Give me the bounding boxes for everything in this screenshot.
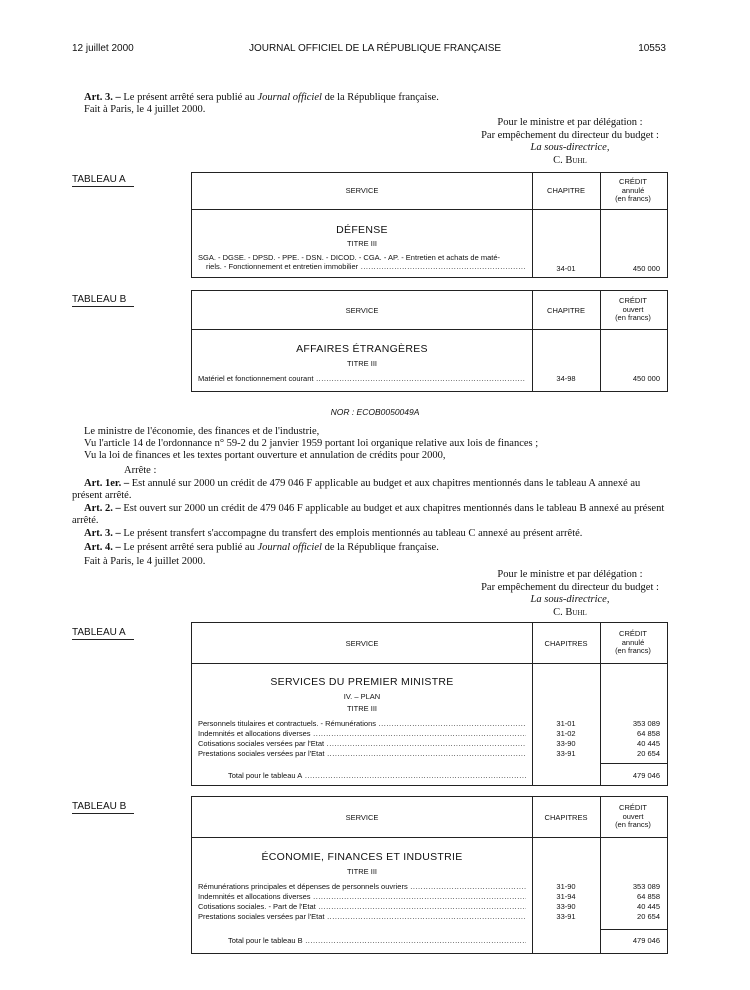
article-label: Art. 1er. – bbox=[84, 478, 130, 489]
table-cell-chapitre: 31-90 bbox=[556, 882, 576, 891]
section-subtitle: TITRE III bbox=[347, 239, 377, 248]
signature-block bbox=[470, 569, 670, 619]
article-label: Art. 3. – bbox=[84, 528, 121, 539]
section-subtitle: TITRE III bbox=[347, 704, 377, 713]
section-title: SERVICES DU PREMIER MINISTRE bbox=[270, 676, 454, 688]
column-header: CHAPITRE bbox=[547, 186, 585, 195]
signature-line: Pour le ministre et par délégation : bbox=[497, 117, 643, 128]
table-cell-chapitre: 31-01 bbox=[556, 719, 576, 728]
section-title: ÉCONOMIE, FINANCES ET INDUSTRIE bbox=[261, 851, 463, 863]
article-3-paragraph bbox=[84, 528, 582, 540]
table-cell-chapitre: 34-01 bbox=[556, 264, 576, 273]
table-label: TABLEAU A bbox=[72, 174, 134, 187]
signature-block bbox=[470, 117, 670, 167]
table-row: Cotisations sociales. - Part de l'Etat ..... bbox=[198, 902, 526, 911]
table-cell-amount: 353 089 bbox=[632, 719, 660, 728]
nor-reference: NOR : ECOB0050049A bbox=[330, 407, 420, 417]
preamble-line: Vu l'article 14 de l'ordonnance n° 59-2 du 2 janvier 1959 portant loi organique relative aux lois de finances ; bbox=[84, 438, 539, 449]
signature-date: Fait à Paris, le 4 juillet 2000. bbox=[84, 556, 206, 567]
table-row-label: Matériel et fonctionnement courant ..... bbox=[198, 374, 526, 383]
section-subtitle: TITRE III bbox=[347, 359, 377, 368]
article-label: Art. 4. – bbox=[84, 542, 121, 553]
signature-line: Pour le ministre et par délégation : bbox=[497, 569, 643, 580]
table-row: Prestations sociales versées par l'Etat ..... bbox=[198, 749, 526, 758]
column-header: CHAPITRES bbox=[544, 639, 588, 648]
preamble-line: Vu la loi de finances et les textes portant ouverture et annulation de crédits pour 2000, bbox=[84, 450, 446, 461]
article-text: Le présent transfert s'accompagne du transfert des emplois mentionnés au tableau C annexé au présent arrêté. bbox=[120, 528, 583, 539]
column-header: SERVICE bbox=[345, 306, 379, 315]
table-b-economie-finances bbox=[191, 796, 668, 954]
article-label: Art. 2. – bbox=[84, 503, 121, 514]
section-subtitle: IV. – PLAN bbox=[343, 692, 381, 701]
table-row: Prestations sociales versées par l'Etat ..... bbox=[198, 912, 526, 921]
article-3-paragraph bbox=[84, 92, 439, 104]
table-cell-chapitre: 33-91 bbox=[556, 912, 576, 921]
table-row-label: SGA. - DGSE. - DPSD. - PPE. - DSN. - DICOD. - CGA. - AP. - Entretien et achats de maté- bbox=[198, 253, 501, 262]
table-cell-chapitre: 33-90 bbox=[556, 739, 576, 748]
article-1-paragraph bbox=[72, 478, 666, 502]
table-row: Indemnités et allocations diverses ..... bbox=[198, 892, 526, 901]
signature-date: Fait à Paris, le 4 juillet 2000. bbox=[84, 104, 206, 115]
table-cell-chapitre: 31-94 bbox=[556, 892, 576, 901]
table-row: Cotisations sociales versées par l'Etat ..... bbox=[198, 739, 526, 748]
journal-name: Journal officiel bbox=[257, 92, 322, 103]
table-cell-chapitre: 34-98 bbox=[556, 374, 576, 383]
table-cell-amount: 20 654 bbox=[637, 912, 660, 921]
preamble-line: Le ministre de l'économie, des finances et de l'industrie, bbox=[84, 426, 320, 437]
column-header: SERVICE bbox=[345, 813, 379, 822]
table-cell-chapitre: 31-02 bbox=[556, 729, 576, 738]
article-text: Le présent arrêté sera publié au bbox=[120, 92, 258, 103]
column-header: CRÉDIT annulé (en francs) bbox=[615, 629, 651, 655]
table-cell-chapitre: 33-91 bbox=[556, 749, 576, 758]
table-cell-amount: 64 858 bbox=[637, 892, 660, 901]
section-title: AFFAIRES ÉTRANGÈRES bbox=[296, 343, 428, 355]
table-total-label: Total pour le tableau B ..... bbox=[228, 936, 526, 945]
column-header: CRÉDIT annulé (en francs) bbox=[615, 177, 651, 203]
article-label: Art. 3. – bbox=[84, 92, 121, 103]
column-header: SERVICE bbox=[345, 639, 379, 648]
table-cell-amount: 450 000 bbox=[632, 264, 660, 273]
table-cell-amount: 40 445 bbox=[637, 739, 660, 748]
signature-line: Par empêchement du directeur du budget : bbox=[481, 581, 659, 593]
journal-name: Journal officiel bbox=[257, 542, 322, 553]
table-cell-amount: 64 858 bbox=[637, 729, 660, 738]
journal-title: JOURNAL OFFICIEL DE LA RÉPUBLIQUE FRANÇAISE bbox=[248, 43, 502, 54]
column-header: CHAPITRES bbox=[544, 813, 588, 822]
table-row-label: riels. - Fonctionnement et entretien immobilier ..... bbox=[206, 262, 526, 271]
column-header: CRÉDIT ouvert (en francs) bbox=[615, 296, 651, 322]
header-date: 12 juillet 2000 bbox=[72, 43, 134, 54]
article-2-paragraph bbox=[72, 503, 666, 527]
table-total-amount: 479 046 bbox=[632, 771, 660, 780]
table-label: TABLEAU B bbox=[72, 294, 134, 307]
table-row: Rémunérations principales et dépenses de personnels ouvriers ..... bbox=[198, 882, 526, 891]
page-number: 10553 bbox=[638, 43, 666, 54]
table-cell-amount: 353 089 bbox=[632, 882, 660, 891]
section-title: DÉFENSE bbox=[336, 224, 388, 236]
article-text: de la République française. bbox=[321, 542, 439, 553]
table-cell-chapitre: 33-90 bbox=[556, 902, 576, 911]
column-header: CRÉDIT ouvert (en francs) bbox=[615, 803, 651, 829]
signatory-name: C. Buhl bbox=[553, 154, 587, 166]
article-text: Est ouvert sur 2000 un crédit de 479 046 F applicable au budget et aux chapitres mentionnés dans le tableau B annexé au présent arrêté. bbox=[72, 503, 665, 526]
article-text: Est annulé sur 2000 un crédit de 479 046 F applicable au budget et aux chapitres mentionnés dans le tableau A annexé au présent arrêté. bbox=[72, 478, 641, 501]
table-total-label: Total pour le tableau A ..... bbox=[228, 771, 526, 780]
table-cell-amount: 450 000 bbox=[632, 374, 660, 383]
article-4-paragraph bbox=[84, 542, 439, 554]
signature-role: La sous-directrice, bbox=[530, 142, 610, 153]
table-cell-amount: 20 654 bbox=[637, 749, 660, 758]
table-row: Indemnités et allocations diverses ..... bbox=[198, 729, 526, 738]
table-label: TABLEAU B bbox=[72, 801, 134, 814]
signature-line: Par empêchement du directeur du budget : bbox=[481, 129, 659, 141]
section-subtitle: TITRE III bbox=[347, 867, 377, 876]
arrete-heading: Arrête : bbox=[124, 465, 157, 476]
table-label: TABLEAU A bbox=[72, 627, 134, 640]
table-a-defense bbox=[191, 172, 668, 278]
article-text: de la République française. bbox=[321, 92, 439, 103]
article-text: Le présent arrêté sera publié au bbox=[120, 542, 258, 553]
table-cell-amount: 40 445 bbox=[637, 902, 660, 911]
signature-role: La sous-directrice, bbox=[530, 594, 610, 605]
signatory-name: C. Buhl bbox=[553, 606, 587, 618]
table-row: Personnels titulaires et contractuels. - Rémunérations ..... bbox=[198, 719, 526, 728]
table-a-premier-ministre bbox=[191, 622, 668, 786]
table-b-affaires-etrangeres bbox=[191, 290, 668, 392]
column-header: CHAPITRE bbox=[547, 306, 585, 315]
table-total-amount: 479 046 bbox=[632, 936, 660, 945]
column-header: SERVICE bbox=[345, 186, 379, 195]
